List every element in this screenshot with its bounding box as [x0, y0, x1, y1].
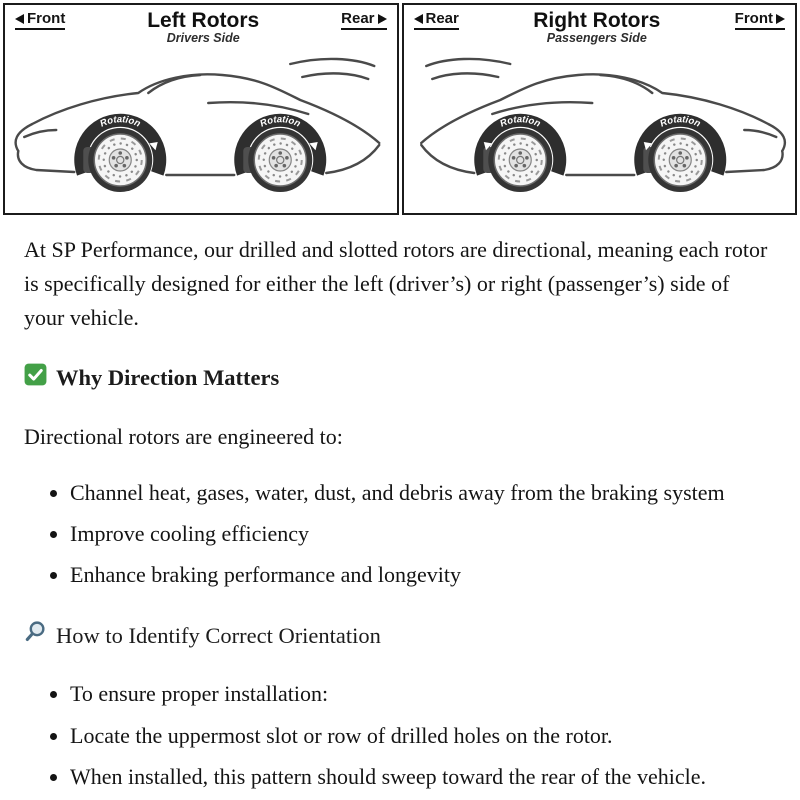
rotor-direction-diagram	[0, 0, 800, 215]
right-panel-titles	[533, 9, 660, 46]
panel-subtitle: Passengers Side	[546, 31, 647, 46]
rear-label-text: Rear	[425, 10, 459, 27]
list-item: • Locate the uppermost slot or row of drilled holes on the rotor.	[70, 719, 774, 753]
left-rotors-panel	[3, 3, 399, 215]
arrow-left-icon	[15, 14, 24, 24]
list-item: • Channel heat, gases, water, dust, and debris away from the braking system	[70, 476, 774, 510]
rear-direction-label	[341, 10, 386, 30]
section-heading-identify	[24, 619, 774, 654]
rotation-label-rear: Rotation	[497, 113, 542, 130]
intro-paragraph: At SP Performance, our drilled and slotted rotors are directional, meaning each rotor is specifically designed for either the left (driver’s) or right (passenger’s) side of your vehicle.	[24, 237, 768, 331]
section-heading-why	[24, 361, 774, 396]
panel-subtitle: Drivers Side	[166, 31, 240, 46]
list-item: • Enhance braking performance and longevity	[70, 558, 774, 592]
magnifier-icon	[24, 619, 47, 653]
rotation-label-front: Rotation	[657, 113, 702, 130]
arrow-left-icon	[414, 14, 423, 24]
rear-direction-label	[414, 10, 459, 30]
rotation-label-front: Rotation	[98, 113, 143, 130]
lead-paragraph: Directional rotors are engineered to:	[24, 424, 343, 450]
arrow-right-icon	[776, 14, 785, 24]
section-title: Why Direction Matters	[56, 365, 280, 391]
rear-label-text: Rear	[341, 10, 375, 27]
list-item: • When installed, this pattern should sweep toward the rear of the vehicle.	[70, 760, 774, 794]
left-panel-titles	[147, 9, 259, 46]
left-panel-header	[5, 5, 397, 46]
list-item: • To ensure proper installation:	[70, 677, 774, 711]
panel-title: Right Rotors	[533, 9, 661, 32]
front-direction-label	[735, 10, 785, 30]
front-label-text: Front	[27, 10, 66, 27]
rotation-label-rear: Rotation	[258, 113, 303, 130]
green-check-icon	[24, 362, 47, 396]
right-rotors-panel	[402, 3, 798, 215]
article-body	[0, 215, 800, 794]
panel-title: Left Rotors	[147, 9, 260, 32]
front-direction-label	[15, 10, 65, 30]
why-bullet-list	[24, 476, 774, 592]
front-label-text: Front	[734, 10, 773, 27]
identify-bullet-list	[24, 677, 774, 793]
list-item: • Improve cooling efficiency	[70, 517, 774, 551]
arrow-right-icon	[378, 14, 387, 24]
right-panel-header	[404, 5, 796, 46]
section-title: How to Identify Correct Orientation	[56, 622, 381, 648]
car-diagram-right	[404, 48, 796, 206]
car-diagram-left	[5, 48, 397, 206]
